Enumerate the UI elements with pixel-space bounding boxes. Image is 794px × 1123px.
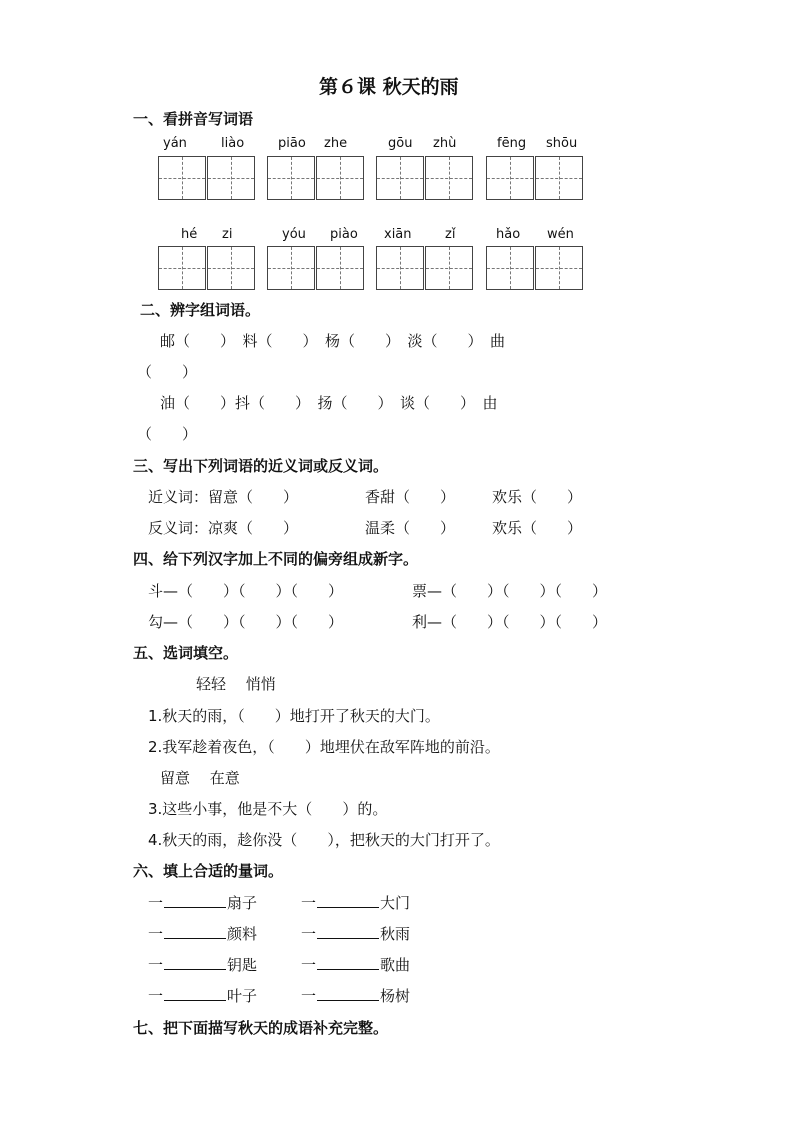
- writing-box[interactable]: [535, 156, 583, 200]
- synonym-item: 近义词：留意（ ）: [148, 488, 299, 506]
- section2-heading: 二、辨字组词语。: [140, 301, 261, 319]
- question: 1.秋天的雨，（ ）地打开了秋天的大门。: [148, 707, 440, 725]
- section5-heading: 五、选词填空。: [133, 644, 239, 662]
- answer-blank[interactable]: [317, 893, 379, 908]
- section2-line: （ ）: [137, 363, 198, 381]
- pinyin: hǎo: [496, 227, 521, 242]
- pinyin: wén: [547, 227, 574, 242]
- word-choices: 轻轻 悄悄: [196, 675, 276, 693]
- writing-box[interactable]: [425, 156, 473, 200]
- answer-blank[interactable]: [317, 924, 379, 939]
- writing-box[interactable]: [267, 156, 315, 200]
- synonym-item: 欢乐（ ）: [492, 488, 583, 506]
- section6-heading: 六、填上合适的量词。: [133, 862, 284, 880]
- pinyin: zhe: [324, 136, 348, 151]
- measure-word-item: 一 秋雨: [301, 925, 411, 943]
- writing-box[interactable]: [486, 156, 534, 200]
- pinyin: shōu: [546, 136, 578, 151]
- pinyin: xiān: [384, 227, 412, 242]
- writing-box[interactable]: [207, 156, 255, 200]
- question: 2.我军趁着夜色，（ ）地埋伏在敌军阵地的前沿。: [148, 738, 500, 756]
- writing-box[interactable]: [158, 246, 206, 290]
- answer-blank[interactable]: [164, 924, 226, 939]
- pinyin: hé: [181, 227, 198, 242]
- measure-word-item: 一 大门: [301, 894, 411, 912]
- pinyin: fēng: [497, 136, 527, 151]
- section2-line: 邮（ ） 料（ ） 杨（ ） 淡（ ） 曲: [160, 332, 506, 350]
- antonym-item: 反义词：凉爽（ ）: [148, 519, 299, 537]
- section2-line: 油（ ）抖（ ） 扬（ ） 谈（ ） 由: [160, 394, 498, 412]
- question: 4.秋天的雨，趁你没（ ），把秋天的大门打开了。: [148, 831, 500, 849]
- writing-box[interactable]: [158, 156, 206, 200]
- answer-blank[interactable]: [317, 986, 379, 1001]
- pinyin: zhù: [433, 136, 457, 151]
- synonym-item: 香甜（ ）: [365, 488, 456, 506]
- writing-box[interactable]: [376, 156, 424, 200]
- writing-box[interactable]: [486, 246, 534, 290]
- radical-item: 斗—（ ）（ ）（ ）: [148, 582, 344, 600]
- pinyin: liào: [221, 136, 245, 151]
- measure-word-item: 一 歌曲: [301, 956, 411, 974]
- antonym-item: 温柔（ ）: [365, 519, 456, 537]
- pinyin: yán: [163, 136, 187, 151]
- writing-box[interactable]: [425, 246, 473, 290]
- writing-box[interactable]: [267, 246, 315, 290]
- measure-word-item: 一 颜料: [148, 925, 258, 943]
- answer-blank[interactable]: [164, 986, 226, 1001]
- answer-blank[interactable]: [164, 955, 226, 970]
- pinyin: zǐ: [445, 227, 456, 242]
- measure-word-item: 一 叶子: [148, 987, 258, 1005]
- pinyin: gōu: [388, 136, 413, 151]
- writing-box[interactable]: [376, 246, 424, 290]
- writing-box[interactable]: [316, 156, 364, 200]
- pinyin: piāo: [278, 136, 306, 151]
- section7-heading: 七、把下面描写秋天的成语补充完整。: [133, 1019, 389, 1037]
- word-choices: 留意 在意: [160, 769, 240, 787]
- question: 3.这些小事，他是不大（ ）的。: [148, 800, 388, 818]
- section2-line: （ ）: [137, 425, 198, 443]
- page-title: 第６课 秋天的雨: [319, 76, 459, 98]
- section3-heading: 三、写出下列词语的近义词或反义词。: [133, 457, 389, 475]
- pinyin: zi: [222, 227, 233, 242]
- writing-box[interactable]: [535, 246, 583, 290]
- writing-box[interactable]: [207, 246, 255, 290]
- radical-item: 利—（ ）（ ）（ ）: [412, 613, 608, 631]
- radical-item: 票—（ ）（ ）（ ）: [412, 582, 608, 600]
- pinyin: yóu: [282, 227, 306, 242]
- section4-heading: 四、给下列汉字加上不同的偏旁组成新字。: [133, 550, 419, 568]
- writing-box[interactable]: [316, 246, 364, 290]
- antonym-item: 欢乐（ ）: [492, 519, 583, 537]
- measure-word-item: 一 扇子: [148, 894, 258, 912]
- answer-blank[interactable]: [164, 893, 226, 908]
- section1-heading: 一、看拼音写词语: [133, 110, 254, 128]
- measure-word-item: 一 杨树: [301, 987, 411, 1005]
- measure-word-item: 一 钥匙: [148, 956, 258, 974]
- answer-blank[interactable]: [317, 955, 379, 970]
- pinyin: piào: [330, 227, 358, 242]
- radical-item: 勾—（ ）（ ）（ ）: [148, 613, 344, 631]
